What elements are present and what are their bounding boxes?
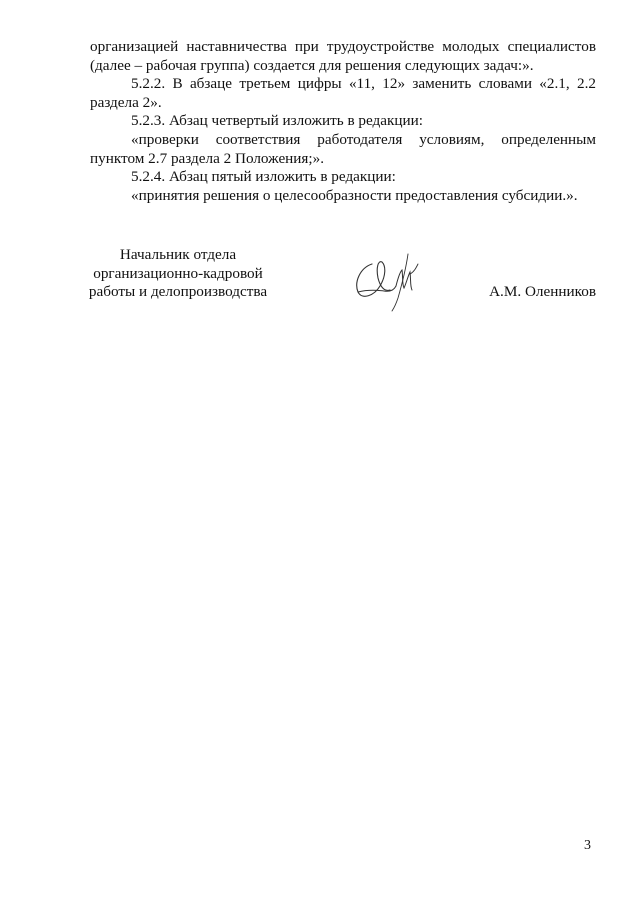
handwritten-signature xyxy=(350,250,430,312)
document-body xyxy=(90,38,596,205)
paragraph-continuation: организацией наставничества при трудоустройстве молодых специалистов (далее – рабочая группа) создается для решения следующих задач:». xyxy=(90,38,596,74)
paragraph-5-2-3-quote: «проверки соответствия работодателя условиям, определенным пунктом 2.7 раздела 2 Положения;». xyxy=(90,130,596,167)
paragraph-5-2-2: 5.2.2. В абзаце третьем цифры «11, 12» заменить словами «2.1, 2.2 раздела 2». xyxy=(90,75,596,111)
paragraph-5-2-4: 5.2.4. Абзац пятый изложить в редакции: xyxy=(131,168,396,186)
signatory-title-line-3: работы и делопроизводства xyxy=(88,283,268,301)
signatory-name: А.М. Оленников xyxy=(489,283,596,300)
signatory-title xyxy=(78,246,278,302)
paragraph-5-2-3: 5.2.3. Абзац четвертый изложить в редакции: xyxy=(131,112,424,130)
signatory-title-line-2: организационно-кадровой xyxy=(93,264,263,282)
paragraph-5-2-4-quote: «принятия решения о целесообразности предоставления субсидии.». xyxy=(131,186,578,204)
page-number: 3 xyxy=(584,838,591,853)
signatory-title-line-1: Начальник отдела xyxy=(119,246,237,263)
